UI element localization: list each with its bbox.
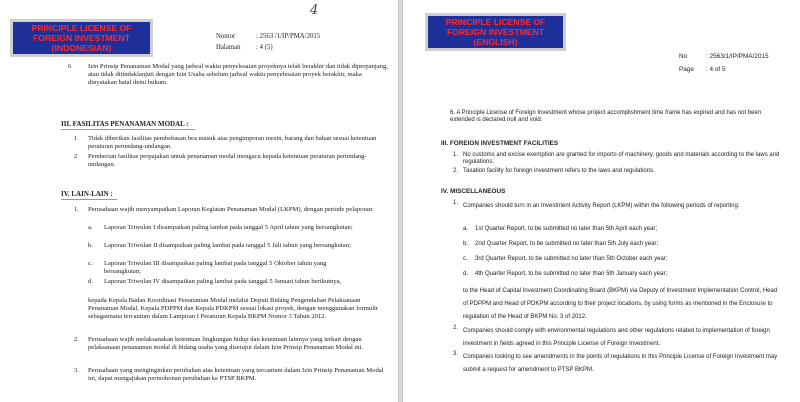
page-label: Page [679,66,694,73]
sec3-item2-text: Taxation facility for foreign investment refers to the laws and regulations. [463,168,655,174]
item6-text: Izin Prinsip Penanaman Modal yang jadwal waktu penyelesaian proyeknya telah berakhir dan tidak diperpanjang, atau tidak ditindaklanjuti dengan Izin Usaha sebelum jadwal waktu penyelesaian proyek berakhir, maka dinyatakan batal demi hukum. [88,63,388,86]
halaman-label: Halaman [216,44,241,51]
section3-title: III. FASILITAS PENANAMAN MODAL : [61,120,189,128]
sec4-item1-intro: Companies should turn in an Investment Activity Report (LKPM) within the following periods of reporting: [463,203,740,209]
section4-underline [61,199,117,200]
sec4-sub-d-text: 4th Quarter Report, to be submitted no later than 5th January each year; [475,271,668,277]
sec4-sub-d-text: Laporan Triwulan IV disampaikan paling lambat pada tanggal 5 Januari tahun berikutnya, [104,278,342,285]
section3-title: III. FOREIGN INVESTMENT FACILITIES [441,140,559,147]
sec4-item1-intro: Perusahaan wajib menyampaikan Laporan Kegiatan Penanaman Modal (LKPM), dengan periode pelaporan: [88,206,374,213]
sec4-sub-d-number: d. [88,278,93,285]
sec3-item2-number: 2. [453,168,459,174]
section4-title: IV. MISCELLANEOUS [441,188,506,195]
sec4-sub-c-number: c. [88,260,93,267]
page-value: : 4 of 5 [706,66,726,73]
halaman-value: : 4 (5) [256,44,273,51]
item6-text: 6. A Principle License of Foreign Investment whose project accomplishment time frame has expired and has not been extended is declared null and void. [450,110,762,124]
sec3-item1-text: Tidak diberikan fasilitas pembebasan bea masuk atas pengimporan mesin, barang dan bahan sesuai ketentuan peraturan perundang-undangan. [88,135,377,150]
indonesian-banner: PRINCIPLE LICENSE OF FOREIGN INVESTMENT (INDONESIAN) [10,19,153,57]
sec4-sub-a-text: 1st Quarter Report, to be submitted no later than 5th April each year; [475,226,658,232]
sec4-item3-text: Companies looking to see amendments in the points of regulations in this Principle License of Foreign Investment may submit a request for amendment to PTSP BKPM. [463,354,778,373]
english-banner: PRINCIPLE LICENSE OF FOREIGN INVESTMENT (ENGLISH) [425,13,566,51]
sec4-item2-number: 2. [453,325,459,331]
sec3-item2-number: 2 [74,153,78,160]
item6-number: 6 [68,63,72,70]
indonesian-document-page [0,0,398,402]
sec4-item1-number: 1. [74,206,79,213]
sec4-sub-b-text: Laporan Triwulan II disampaikan paling lambat pada tanggal 5 Juli tahun yang bersangkutan; [104,242,351,249]
sec4-sub-a-text: Laporan Triwulan I disampaikan paling lambat pada tanggal 5 April tahun yang bersangkutan; [104,224,353,231]
sec4-sub-c-number: c. [463,256,468,262]
section4-title: IV. LAIN-LAIN : [61,190,113,198]
no-label: No [679,53,688,60]
sec3-item2-text: Pemberian fasilitas perpajakan untuk penanaman modal mengacu kepada ketentuan peraturan perundang-undangan. [88,153,367,168]
nomor-value: : 2563 /1/IP/PMA/2015 [256,33,321,40]
sec3-item1-number: 1 [74,135,78,142]
sec4-sub-c-text: Laporan Triwulan III disampaikan paling lambat pada tanggal 5 Oktober tahun yang bersangkutan; [104,260,327,275]
sec4-sub-b-number: b. [463,241,469,247]
sec4-item3-text: Perusahaan yang menginginkan perubahan atas ketentuan yang tercantum dalam Izin Prinsip Penanaman Modal ini, dapat mengajukan permohonan perubahan ke PTSP BKPM. [88,367,384,382]
nomor-label: Nomor [216,33,236,40]
sec4-item3-number: 3. [453,351,459,357]
sec4-sub-a-number: a. [463,226,469,232]
section3-underline [61,129,195,130]
sec4-item1-tail: to the Head of Capital Investment Coordinating Board (BKPM) via Deputy of Investment Implementation Control, Head of PDPPM and Head of PDKPM according to their project locations, by using forms as mentioned in the Enclosure to regulation of the Head of BKPM No. 3 of 2012. [463,288,778,320]
sec4-item2-number: 2. [74,336,79,343]
sec4-item1-number: 1. [453,200,459,206]
sec4-item1-tail: kepada Kepala Badan Koordinasi Penanaman Modal melalui Deputi Bidang Pengendalian Pelaksanaan Penanaman Modal, Kepala PDPPM dan Kepala PDKPM sesuai lokasi proyek, dengan menggunakan formulir sebagaimana tercantum dalam Lampiran I Peraturan Kepala BKPM Nomor 3 Tahun 2012. [88,297,379,320]
handwritten-page-number: 4 [310,3,319,18]
sec4-sub-a-number: a. [88,224,93,231]
sec4-sub-d-number: d. [463,271,469,277]
sec4-item2-text: Companies should comply with environmental regulations and other regulations related to implementation of foreign investment in fields agreed in this Principle License of Foreign Investment. [463,328,770,347]
sec4-item3-number: 3. [74,367,79,374]
sec3-item1-text: No customs and excise exemption are granted for imports of machinery, goods and materials according to the laws and regulations. [463,152,780,166]
sec3-item1-number: 1. [453,152,459,158]
sec4-item2-text: Perusahaan wajib melaksanakan ketentuan lingkungan hidup dan ketentuan lainnya yang terkait dengan pelaksanaan penanaman modal di bidang usaha yang disetujui dalam Izin Prinsip Penanaman Modal ini. [88,336,364,351]
sec4-sub-c-text: 3rd Quarter Report, to be submitted no later than 5th October each year; [475,256,668,262]
sec4-sub-b-number: b. [88,242,93,249]
no-value: : 2563/1/IP/PMA/2015 [706,53,769,60]
sec4-sub-b-text: 2nd Quarter Report, to be submitted no later than 5th July each year; [475,241,659,247]
english-document-page [403,0,800,402]
